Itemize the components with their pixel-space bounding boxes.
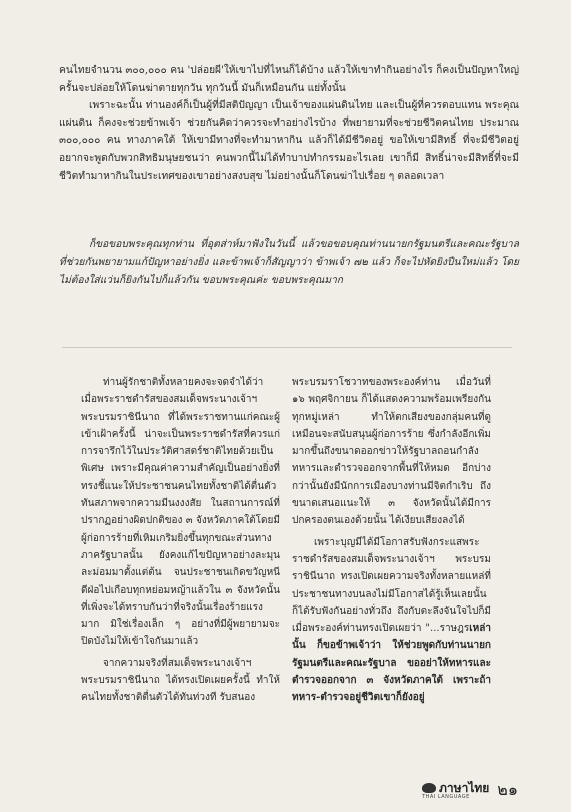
brand-name: ภาษาไทย bbox=[439, 780, 490, 795]
right-paragraph-2-bold-text: เหล่านั้น ก็ขอข้าพเจ้าว่า ให้ช่วยพูดกับท่านนายกรัฐมนตรีและคณะรัฐบาล ขออย่าให้ทหารและตำรวจออกจาก ๓ จังหวัดภาคใต้ เพราะถ้าทหาร-ตำรวจอยู่ชีวิตเขาก็ยังอยู่ bbox=[292, 623, 491, 704]
logo-mark-icon bbox=[422, 783, 436, 793]
closing-quote: ก็ขอขอบพระคุณทุกท่าน ที่อุตส่าห์มาฟังในวันนี้ แล้วขอขอบคุณท่านนายกรัฐมนตรีและคณะรัฐบาล ที่ช่วยกันพยายามแก้ปัญหาอย่างยิ่ง และข้าพเจ้าก็สัญญาว่า ข้าพเจ้า ๗๒ แล้ว ก็จะไปหัดยิงปืนใหม่แล้ว โดยไม่ต้องใส่แว่นก็ยิงกันไปก็แล้วกัน ขอบพระคุณค่ะ ขอบพระคุณมาก bbox=[59, 239, 519, 286]
opening-paragraph-1: คนไทยจำนวน ๓๐๐,๐๐๐ คน 'ปล่อยผี'ให้เขาไปที่ไหนก็ได้บ้าง แล้วให้เขาทำกินอย่างไร ก็คงเป็นปัญหาใหญ่ ครั้นจะปล่อยให้โดนฆ่าตายทุกวัน ทุกวันนี้ มันก็เหมือนกัน แย่ทั้งนั้น bbox=[59, 65, 519, 94]
right-column bbox=[292, 374, 491, 707]
left-column bbox=[81, 374, 280, 707]
brand-subtitle: THAI LANGUAGE bbox=[422, 793, 470, 800]
opening-paragraph-2: เพราะฉะนั้น ท่านองค์ก็เป็นผู้ที่มีสติปัญญา เป็นเจ้าของแผ่นดินไทย และเป็นผู้ที่ควรตอบแทน พระคุณแผ่นดิน ก็คงจะช่วยข้าพเจ้า ช่วยกันคิดว่าควรจะทำอย่างไรบ้าง ที่พยายามที่จะช่วยชีวิตคนไทย ประมาณ ๓๐๐,๐๐๐ คน ทางภาคใต้ ให้เขามีทางที่จะทำมาหากิน แล้วก็ได้มีชีวิตอยู่ ขอให้เขามีสิทธิ์ ที่จะมีชีวิตอยู่ อยากจะพูดกับพวกสิทธิมนุษยชนว่า คนพวกนี้ไม่ได้ทำบาปทำกรรมอะไรเลย เขาก็มี สิทธิ์น่าจะมีสิทธิ์ที่จะมีชีวิตทำมาหากินในประเทศของเขาอย่างสงบสุข ไม่อย่างนั้นก็โดนฆ่าไปเรื่อย ๆ ตลอดเวลา bbox=[59, 100, 519, 182]
page-footer bbox=[422, 778, 518, 803]
section-divider bbox=[62, 347, 512, 348]
page-number: ๒๑ bbox=[497, 780, 518, 799]
left-paragraph-1: ท่านผู้รักชาติทั้งหลายคงจะจดจำได้ว่า เมื่อพระราชดำรัสของสมเด็จพระนางเจ้าฯ พระบรมราชินีนาถ ที่ได้พระราชทานแก่คณะผู้เข้าเฝ้าครั้งนี้ น่าจะเป็นพระราชดำรัสที่ควรแก่การจารึกไว้ในประวัติศาสตร์ชาติไทยด้วยเป็นพิเศษ เพราะมีคุณค่าความสำคัญเป็นอย่างยิ่งที่ทรงชี้แนะให้ประชาชนคนไทยทั้งชาติได้ตื่นตัวทันสภาพจากความมีนงงงสัย ในสถานการณ์ที่ปรากฏอย่างผิดปกติของ ๓ จังหวัดภาคใต้โดยมีผู้ก่อการร้ายที่เหิมเกริมยิ่งขึ้นทุกขณะส่วนทางภาครัฐบาลนั้น ยังคงแก้ไขปัญหาอย่างละมุนละม่อมมาตั้งแต่ต้น จนประชาชนเกิดขวัญหนีดีฝ่อไปเกือบทุกหย่อมหญ้าแล้วใน ๓ จังหวัดนั้น ที่เพิ่งจะได้ทราบกันว่าที่จริงนั้นเรื่องร้ายแรงมาก มิใช่เรื่องเล็ก ๆ อย่างที่มีผู้พยายามจะปิดบังไม่ให้เข้าใจกันมาแล้ว bbox=[81, 377, 280, 648]
magazine-logo bbox=[422, 782, 489, 800]
right-paragraph-2 bbox=[292, 534, 491, 707]
right-paragraph-2-text: เพราะบุญมีได้มีโอกาสรับฟังกระแสพระราชดำรัสของสมเด็จพระนางเจ้าฯ พระบรมราชินีนาถ ทรงเปิดเผยความจริงทั้งหลายแหล่ที่ประชาชนทางบนลงไม่มีโอกาสได้รู้เห็นเลยนั้น ก็ได้รับฟังกันอย่างทั่วถึง ถึงกับตะลึงจันใจไปก็มี เมื่อพระองค์ท่านทรงเปิดเผยว่า "...ราษฎร bbox=[292, 536, 491, 635]
opening-section bbox=[59, 62, 519, 185]
left-paragraph-2: จากความจริงที่สมเด็จพระนางเจ้าฯ พระบรมราชินีนาถ ได้ทรงเปิดเผยครั้งนี้ ทำให้คนไทยทั้งชาติตื่นตัวได้ทันท่วงที รับสนอง bbox=[81, 657, 280, 704]
right-paragraph-1: พระบรมราโชวาทของพระองค์ท่าน เมื่อวันที่ ๑๖ พฤศจิกายน ก็ได้แสดงความพร้อมเพรียงกันทุกหมู่เหล่า ทำให้ตกเสียงของกลุ่มคนที่ดูเหมือนจะสนับสนุนผู้ก่อการร้าย ซึ่งกำลังอีกเพิ่มมากขึ้นถึงขนาดออกข่าวให้รัฐบาลถอนกำลังทหารและตำรวจออกจากพื้นที่ให้หมด อีกบ่างกว่านั้นยังมีนักการเมืองบางท่านมีจิตกำเริบ ถึงขนาดเสนอแนะให้ ๓ จังหวัดนั้นได้มีการปกครองตนเองด้วยนั้น ได้เงียบเสียงลงได้ bbox=[292, 377, 491, 527]
